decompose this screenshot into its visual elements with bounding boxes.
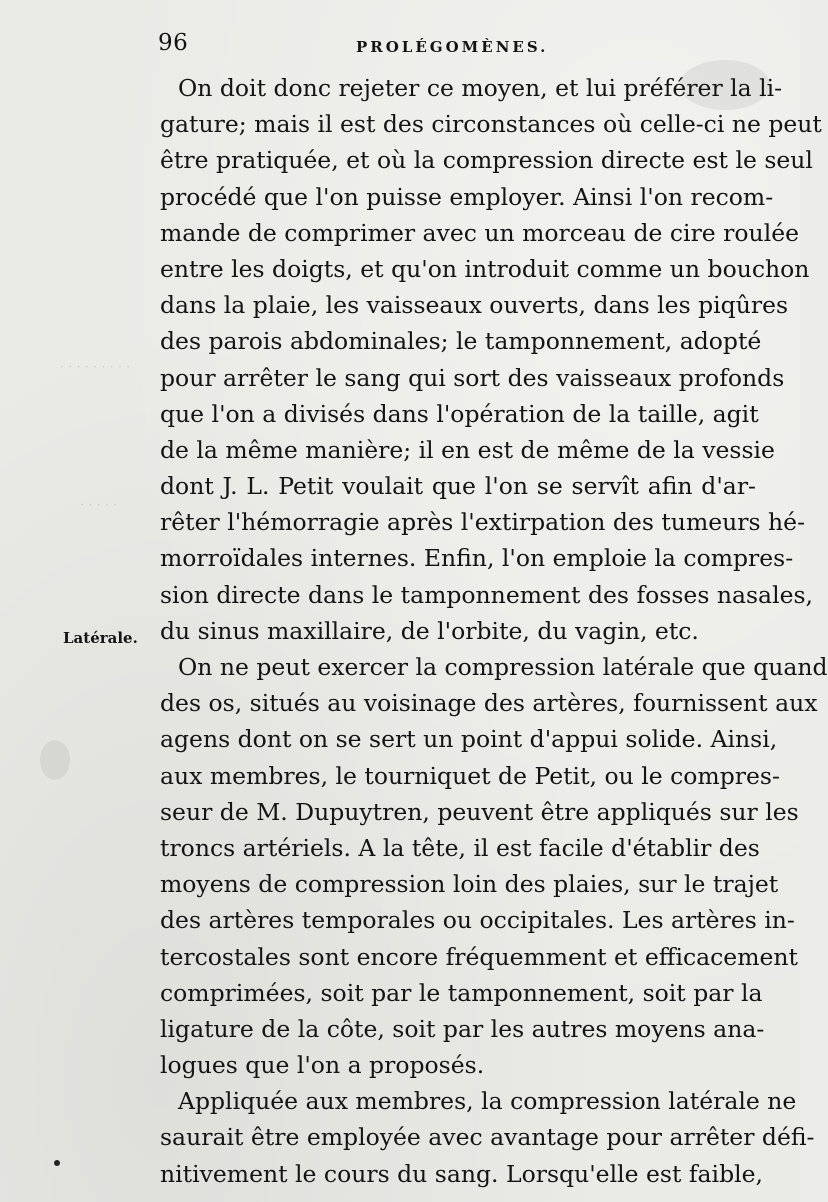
text-line: agens dont on se sert un point d'appui solide. Ainsi, [160, 725, 778, 754]
text-line: tercostales sont encore fréquemment et efficacement [160, 942, 798, 971]
text-line: nitivement le cours du sang. Lorsqu'elle est faible, [160, 1159, 764, 1188]
text-line: pour arrêter le sang qui sort des vaisseaux profonds [160, 363, 785, 392]
text-line: que l'on a divisés dans l'opération de la taille, agit [160, 399, 759, 428]
text-line: Appliquée aux membres, la compression latérale ne [178, 1087, 797, 1116]
text-line: comprimées, soit par le tamponnement, soit par la [160, 978, 763, 1007]
text-line: On ne peut exercer la compression latérale que quand [178, 653, 828, 681]
bleed-through-mark: · · · · · · · · · [60, 360, 131, 375]
text-line: des os, situés au voisinage des artères, fournissent aux [160, 689, 818, 718]
text-line: rêter l'hémorragie après l'extirpation des tumeurs hé- [160, 508, 806, 537]
text-line: entre les doigts, et qu'on introduit comme un bouchon [160, 254, 810, 283]
text-line: être pratiquée, et où la compression directe est le seul [160, 146, 813, 175]
text-line: sion directe dans le tamponnement des fosses nasales, [160, 580, 814, 609]
text-line: des artères temporales ou occipitales. Les artères in- [160, 906, 795, 935]
text-line: du sinus maxillaire, de l'orbite, du vagin, etc. [160, 616, 699, 645]
paragraph [160, 70, 822, 649]
text-line: morroïdales internes. Enfin, l'on emploie la compres- [160, 544, 794, 573]
text-line: de la même manière; il en est de même de la vessie [160, 435, 775, 464]
margin-note-laterale: Latérale. [63, 629, 138, 647]
text-line: seur de M. Dupuytren, peuvent être appliqués sur les [160, 797, 799, 826]
paragraph [160, 649, 828, 1083]
text-line: procédé que l'on puisse employer. Ainsi l'on recom- [160, 182, 774, 211]
text-line: saurait être employée avec avantage pour arrêter défi- [160, 1123, 815, 1152]
text-line: ligature de la côte, soit par les autres moyens ana- [160, 1014, 765, 1043]
text-line: On doit donc rejeter ce moyen, et lui préférer la li- [178, 74, 783, 102]
text-line: des parois abdominales; le tamponnement, adopté [160, 327, 762, 356]
page-stain [40, 740, 70, 780]
text-line: logues que l'on a proposés. [160, 1051, 485, 1080]
page-body [160, 70, 828, 1192]
bleed-through-mark: · · · · · [80, 498, 118, 513]
text-line: mande de comprimer avec un morceau de cire roulée [160, 218, 800, 247]
paragraph [160, 1083, 815, 1192]
running-title: PROLÉGOMÈNES. [356, 38, 549, 56]
text-line: dont J. L. Petit voulait que l'on se servît afin d'ar- [160, 472, 756, 501]
text-line: troncs artériels. A la tête, il est facile d'établir des [160, 833, 760, 862]
text-line: dans la plaie, les vaisseaux ouverts, dans les piqûres [160, 291, 789, 320]
text-line: moyens de compression loin des plaies, sur le trajet [160, 870, 779, 899]
text-line: aux membres, le tourniquet de Petit, ou le compres- [160, 761, 780, 790]
page-header [158, 30, 758, 60]
page-number: 96 [158, 30, 189, 56]
text-line: gature; mais il est des circonstances où celle-ci ne peut [160, 110, 822, 139]
ink-speck [54, 1160, 60, 1166]
